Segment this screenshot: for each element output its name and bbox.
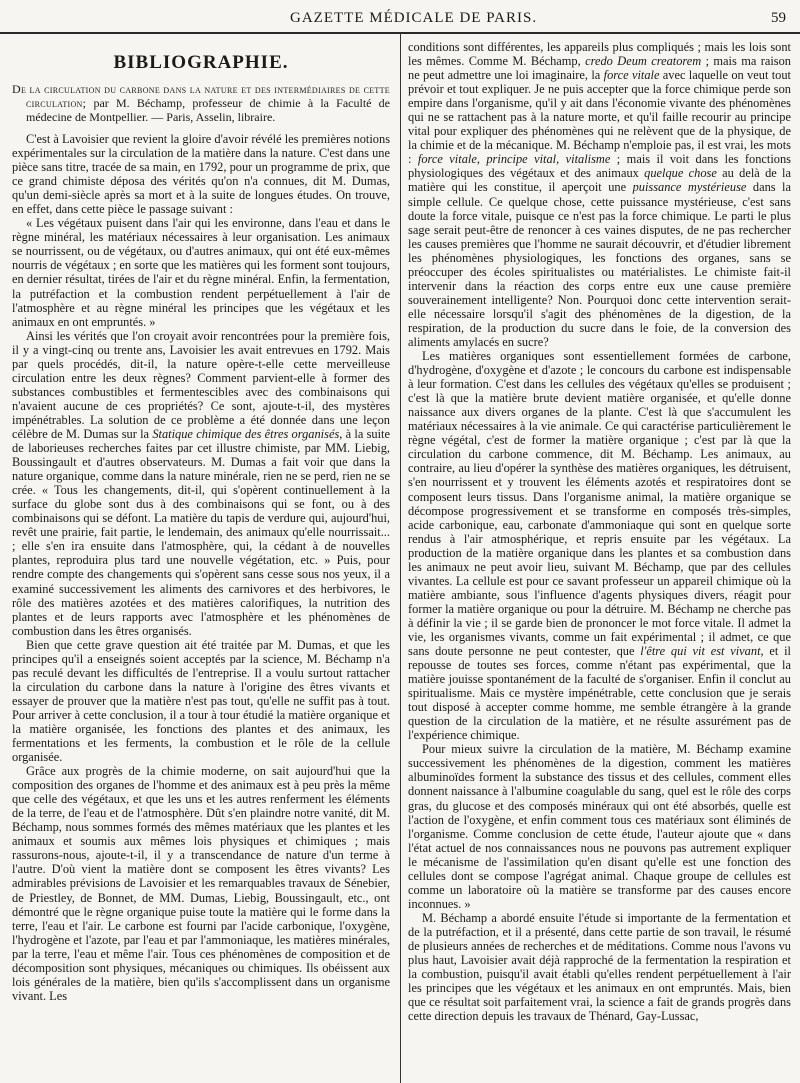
text-run: ; mais ma raison ne peut admettre une loi imaginaire, la xyxy=(408,54,791,83)
text-run: avec laquelle on veut tout prévoir et tout expliquer. Je ne puis accepter que la force chimique perde son empire dans l'organisme, qu'il y ait dans l'économie vivante des phénomènes qui ne se rattachent pas à la nature morte, et qu'il faille recourir au principe vital pour expliquer des phénomènes qui ne relèvent que de la physique, de la chimie et de la mécanique. M. Béchamp n'emploie pas, il est vrai, les mots : xyxy=(408,68,791,167)
italic-run: puissance mystérieuse xyxy=(632,180,747,195)
quotation-paragraph: « Les végétaux puisent dans l'air qui les environne, dans l'eau et dans le règne minéral, les matériaux nécessaires à leur organisation. Les animaux se nourrissent, ou de végétaux, ou d'autres animaux, qui ont été eux-mêmes nourris de végétaux ; en sorte que les matières qui les forment sont toujours, en dernier résultat, tirées de l'air et du règne minéral. Enfin, la fermentation, la putréfaction et la combustion rendent perpétuellement à l'air de l'atmosphère et au règne minéral les principes que les végétaux et les animaux en ont empruntés. » xyxy=(12,216,390,329)
book-citation: par M. Béchamp, professeur de chimie à la Faculté de médecine de Montpellier. — Paris, Asselin, libraire. xyxy=(26,96,390,124)
running-head xyxy=(0,10,800,30)
italic-run: force vitale, principe vital, vitalisme xyxy=(417,152,611,167)
paragraph xyxy=(408,349,791,742)
paragraph xyxy=(12,329,390,638)
italic-run: force vitale xyxy=(603,68,660,83)
italic-run: l'être qui vit est vivant xyxy=(640,644,761,659)
text-run: , à la suite de laborieuses recherches faites par cet illustre chimiste, par MM. Liebig, Boussingault et d'autres observateurs. M. Dumas a fait voir que dans la nature organique, comme dans la nature minérale, rien ne se perd, rien ne se crée. « Tous les changements, dit-il, qui s'opèrent continuellement à la surface du globe sont dus à des combinaisons qui se font, ou à des combinaisons qui se défont. La matière du tapis de verdure qui, aujourd'hui, revêt une prairie, fait partie, le lendemain, des animaux qu'elle nourrissait... ; elle s'en ira ensuite dans l'atmosphère, qui, la cédant à de nouvelles plantes, reproduira plus tard une nouvelle végétation, etc. » Puis, pour rendre compte des changements qui s'opèrent sans cesse sous nos yeux, il a examiné successivement les aliments des carnivores et des herbivores, le rôle des matières azotées et des matières calorifiques, la nutrition des plantes et de leurs rapports avec l'atmosphère et les phénomènes de combustion dans les êtres organisés. xyxy=(12,426,390,638)
right-column xyxy=(408,40,791,1077)
book-title: De la circulation du carbone dans la nature et des intermédiaires de cette circulation; xyxy=(12,82,390,110)
text-run: ; mais il voit dans les fonctions physiologiques des végétaux et des animaux xyxy=(408,152,791,181)
text-run: Les matières organiques sont essentiellement formées de carbone, d'hydrogène, d'oxygène et d'azote ; le concours du carbone est indispensable à leur formation. C'est dans les cellules des végétaux qu'elles se produisent ; c'est là que la matière brute devient matière organisée, et qu'elle donne naissance aux divers organes de la plante. C'est là que s'accumulent les matériaux nécessaires à la vie animale. Ce qui caractérise particulièrement le règne végétal, c'est de former la matière organique ; c'est par là que la circulation du carbone commence, dit M. Béchamp. Les animaux, au contraire, au lieu d'opérer la synthèse des matières organiques, les détruisent, s'en nourrissent et y trouvent les éléments azotés et respiratoires dont se composent leurs tissus. Dans l'organisme animal, la matière organique se décompose progressivement et se transforme en composés très-simples, acide carbonique, eau, carbonate d'ammoniaque qui sont en quelque sorte rendus à l'air atmosphérique, et repris ensuite par les végétaux. La production de la matière organique dans les plantes et sa combustion dans les animaux ne peut avoir lieu, suivant M. Béchamp, que par des cellules vivantes. La cellule est pour ce savant professeur un appareil chimique où la matière ambiante, sous l'influence d'agents physiques divers, réagit pour former la matière organique ou pour la détruire. M. Béchamp ne cherche pas à définir la vie ; il se garde bien de prononcer le mot force vitale. Il admet la vie, les organismes vivants, comme un fait expérimental ; il admet, ce que sans doute personne ne peut contester, que xyxy=(408,349,791,659)
italic-run: Statique chimique des êtres organisés xyxy=(152,426,340,441)
text-run: au delà de la matière qui les constitue, il aperçoit une xyxy=(408,166,791,195)
paragraph: C'est à Lavoisier que revient la gloire d'avoir révélé les premières notions expérimentales sur la circulation de la matière dans la nature. C'est dans une pièce sans titre, tracée de sa main, en 1792, pour un programme de prix, que ce grand chimiste déposa des vérités qu'on n'a connues, dit M. Dumas, qu'un demi-siècle après sa mort et à la suite de longues études. On trouve, en effet, dans cette pièce le passage suivant : xyxy=(12,132,390,217)
left-column xyxy=(12,38,390,1077)
text-run: conditions sont différentes, les appareils plus compliqués ; mais les lois sont les mêmes. Comme M. Béchamp, xyxy=(408,40,791,69)
italic-run: credo Deum creatorem xyxy=(585,54,702,69)
text-run: Ainsi les vérités que l'on croyait avoir rencontrées pour la première fois, il y a vingt-cinq ou trente ans, Lavoisier les avait entrevues en 1792. Mais par quels procédés, dit-il, la nature opère-t-elle cette merveilleuse circulation entre les deux règnes? Comment parvient-elle à former des substances combustibles et fermentescibles avec des combinaisons qui n'avaient aucune de ces propriétés? Ce sont, ajoute-t-il, des mystères impénétrables. La solution de ce problème a été donnée dans une leçon célèbre de M. Dumas sur la xyxy=(12,328,390,441)
paragraph: M. Béchamp a abordé ensuite l'étude si importante de la fermentation et de la putréfaction, et il a présenté, dans cette partie de son travail, le résumé de plusieurs années de recherches et de méditations. Comme nous l'avons vu plus haut, Lavoisier avait déjà rapproché de la fermentation la respiration et la combustion, puisqu'il avait établi qu'elles rendent perpétuellement à l'air les principes que les végétaux et les animaux en ont empruntés. Mais, bien que ce résultat soit parfaitement vrai, la science a fait de grands progrès dans cette direction depuis les travaux de Thénard, Gay-Lussac, xyxy=(408,910,791,1024)
column-divider xyxy=(400,33,401,1083)
paragraph: Grâce aux progrès de la chimie moderne, on sait aujourd'hui que la composition des organes de l'homme et des animaux est à peu près la même que celle des végétaux, et que les uns et les autres renferment les éléments de la terre, de l'eau et de l'atmosphère. Dût s'en plaindre notre vanité, dit M. Béchamp, nous sommes formés des mêmes matériaux que les plantes et les animaux et soumis aux mêmes lois physiques et chimiques ; mais rassurons-nous, ajoute-t-il, il y a transcendance de nature d'un terme à l'autre. D'où vient la matière dont se composent les êtres vivants? Les admirables prévisions de Lavoisier et les remarquables travaux de Sénebier, de Priestley, de Bonnet, de MM. Dumas, Liebig, Boussingault, etc., ont démontré que le règne organique puise toute la matière qui le forme dans la terre, l'eau et l'air. Le carbone est fourni par l'acide carbonique, l'oxygène, l'hydrogène et l'azote, par l'eau et par l'ammoniaque, les matières minérales, par la terre, l'eau et même l'air. Tous ces phénomènes de composition et de décomposition sont physiques, mécaniques ou chimiques. Ils obéissent aux lois générales de la matière, bien qu'ils s'accomplissent dans un organisme vivant. Les xyxy=(12,764,390,1003)
italic-run: quelque chose xyxy=(644,166,717,181)
paragraph: Pour mieux suivre la circulation de la matière, M. Béchamp examine successivement les phénomènes de la digestion, comment les matières albuminoïdes forment la substance des tissus et des cellules, comment elles donnent naissance à l'albumine coagulable du sang, quel est le rôle des corps gras, du glucose et des composés minéraux qui ont été absorbés, quelle est l'action de l'oxygène, et enfin comment tous ces matériaux sont éliminés de l'organisme. Comme conclusion de cette étude, l'auteur ajoute que « dans l'état actuel de nos connaissances nous ne pouvons pas autrement expliquer le mécanisme de l'assimilation qu'en disant qu'elle est une fonction des cellules dont se compose l'agrégat animal. Chaque groupe de cellules est comme un laboratoire où la matière se transforme par des causes encore inconnues. » xyxy=(408,742,791,911)
page-number: 59 xyxy=(771,10,786,26)
paragraph: Bien que cette grave question ait été traitée par M. Dumas, et que les principes qu'il a enseignés soient acceptés par la science, M. Béchamp n'a pas reculé devant les difficultés de l'entreprise. Il a voulu surtout rattacher la circulation du carbone dans la nature à l'origine des êtres vivants et essayer de prouver que la matière n'est pas tout, qu'elle ne suffit pas à tout. Pour arriver à cette conclusion, il a tour à tour étudié la matière organique et la matière organisée, les fonctions des plantes et des animaux, les fermentations et les ferments, la combustion et le rôle de la cellule organisée. xyxy=(12,637,390,765)
section-heading: BIBLIOGRAPHIE. xyxy=(113,52,289,73)
text-run: , et il repousse de toutes ses forces, comme n'étant pas expérimental, que la matière jouisse spontanément de la faculté de s'organiser. Enfin il conclut au spiritualisme. Mais ce mystère impénétrable, cette conclusion que je serais tout disposé à accepter comme homme, me semble étrangère à la grande question de la circulation de la matière, et ne résulte assurément pas de l'expérience chimique. xyxy=(408,644,791,743)
running-title: GAZETTE MÉDICALE DE PARIS. xyxy=(290,10,538,26)
bibliographic-entry xyxy=(12,82,390,124)
paragraph xyxy=(408,40,791,349)
text-run: dans la simple cellule. Ce quelque chose, cette puissance mystérieuse, c'est sans doute la force vitale, puisque ce n'est pas la force chimique. Le parti le plus sage serait peut-être de renoncer à ces vaines disputes, de ne pas rechercher les causes premières que l'homme ne saurait découvrir, et d'étudier librement les phénomènes physiologiques, les fonctions des organes, sans se préoccuper des écoles spiritualistes ou matérialistes. Le chimiste fait-il intervenir dans la réaction des corps entre eux une cause première souverainement intelligente? Non. Pourquoi donc cette intervention serait-elle nécessaire lorsqu'il s'agit des phénomènes de la digestion, de la respiration, de la production du sucre dans le foie, de la conversion des aliments amylacés en sucre? xyxy=(408,180,791,349)
